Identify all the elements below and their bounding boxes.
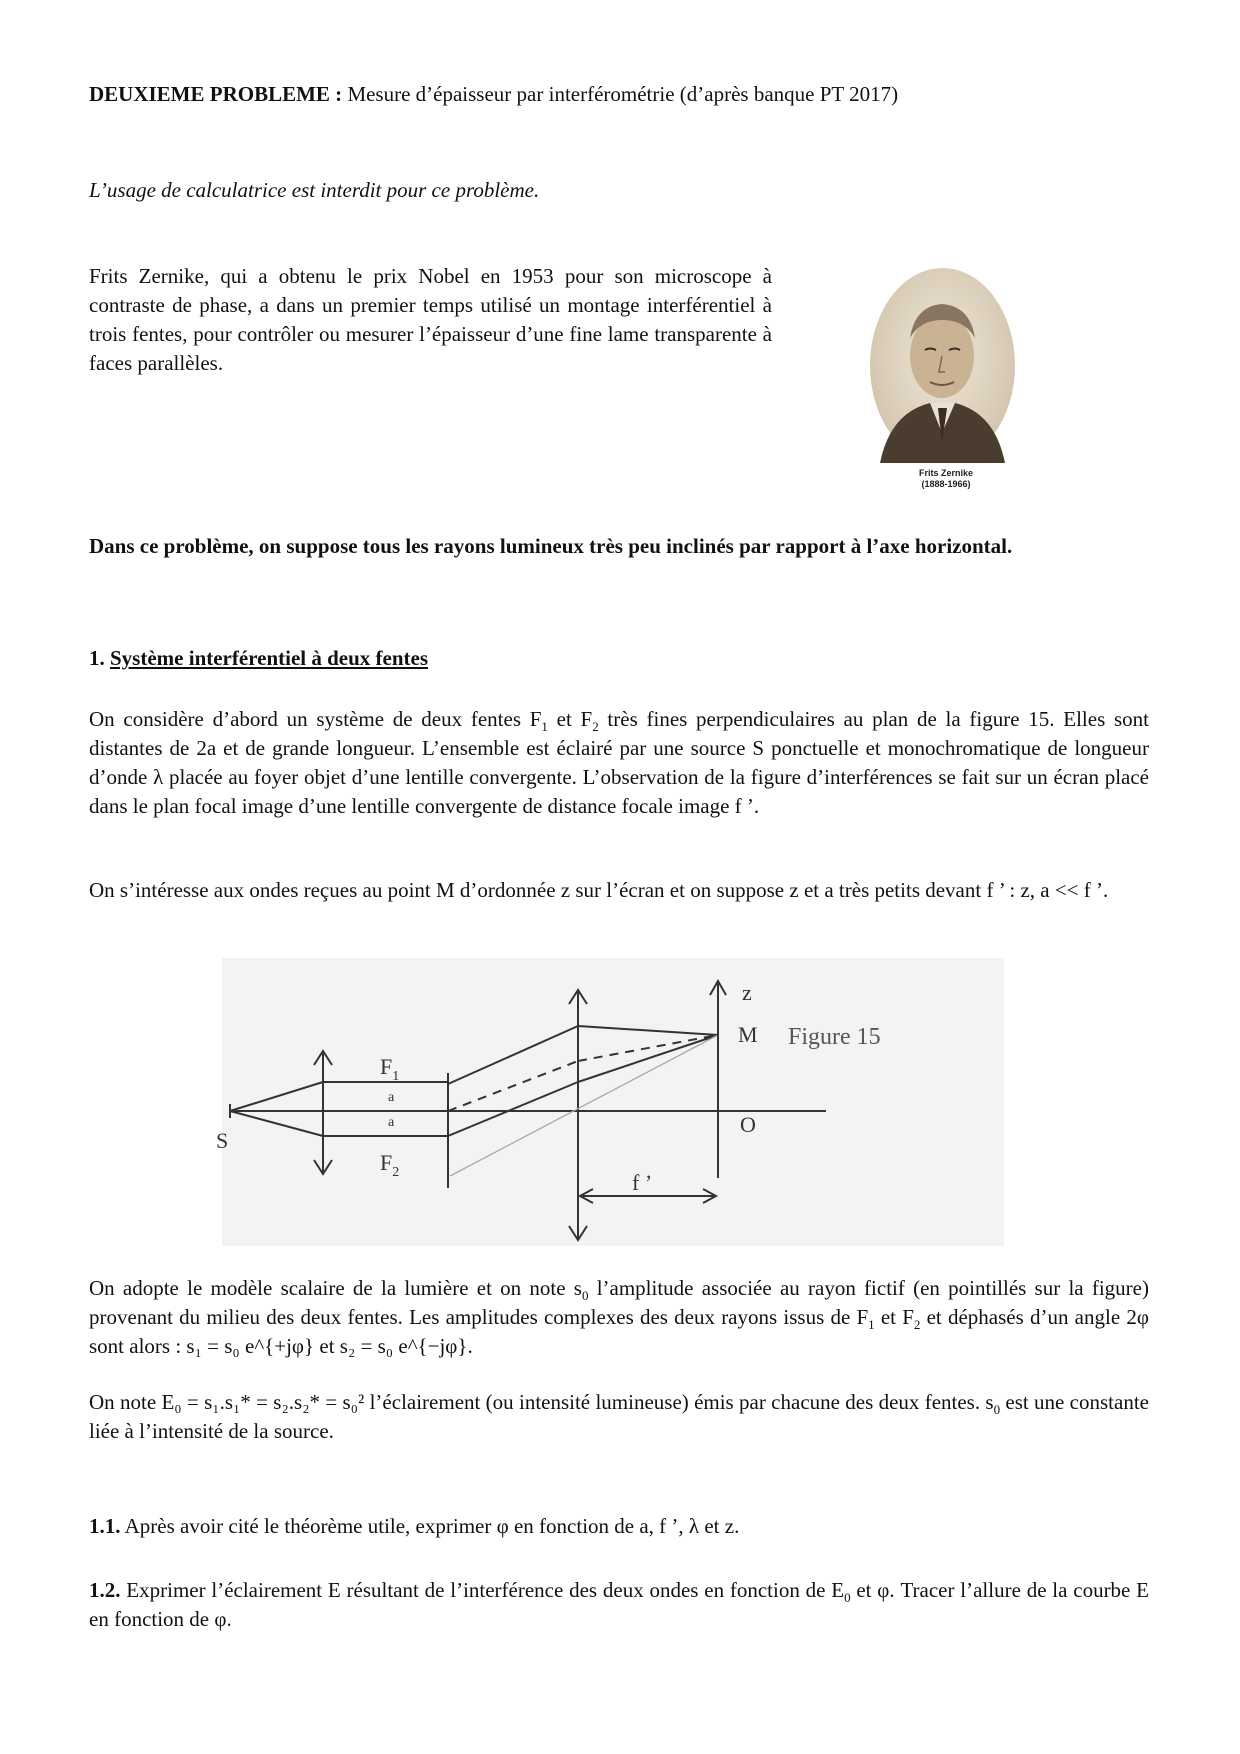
p1-part-c: très fines perpendiculaires au plan de la figure 15. Elles sont distantes de 2a et de grande longueur. L’ensemble est éclairé par une source S ponctuelle et monochromatique de longueur d’onde λ placée au foyer objet d’une lentille convergente. L’observation de la figure d’interférences se fait sur un écran placé dans le plan focal image d’une lentille convergente de distance focale image f ’. — [89, 707, 1149, 818]
p3-sub2: 2 — [913, 1317, 921, 1333]
portrait-caption-years: (1888-1966) — [921, 479, 971, 489]
label-o: O — [740, 1112, 756, 1137]
figure-caption: Figure 15 — [788, 1024, 881, 1050]
portrait-caption — [862, 468, 1030, 490]
section-1-paragraph-3 — [89, 1274, 1149, 1361]
label-s: S — [216, 1128, 229, 1153]
label-z: z — [742, 980, 752, 1005]
question-1-1 — [89, 1512, 1149, 1541]
ray-f1-to-m — [578, 1026, 718, 1035]
p3-end: . — [467, 1334, 473, 1358]
ray-fictive-to-m — [578, 1035, 718, 1061]
portrait-image — [870, 268, 1015, 463]
ray-fictive — [448, 1061, 578, 1111]
p3-sub0: 0 — [581, 1288, 589, 1304]
label-a-top: a — [388, 1090, 395, 1105]
label-focal: f ’ — [632, 1170, 653, 1195]
question-1-2-part-a: Exprimer l’éclairement E résultant de l’interférence des deux ondes en fonction de E — [120, 1578, 845, 1602]
p4-part-a: On note — [89, 1390, 162, 1414]
figure-15-diagram — [216, 958, 1004, 1246]
p1-sub1: 1 — [541, 719, 548, 735]
hypothesis-paragraph: Dans ce problème, on suppose tous les rayons lumineux très peu inclinés par rapport à l’axe horizontal. — [89, 534, 1013, 558]
equation-e0: E₀ = s₁.s₁* = s₂.s₂* = s₀² — [161, 1390, 365, 1414]
title-bold: DEUXIEME PROBLEME : — [89, 82, 343, 106]
ray-f2 — [448, 1082, 578, 1136]
p4-part-b: l’éclairement (ou intensité lumineuse) émis par chacune des deux fentes. s — [364, 1390, 994, 1414]
ray-s-top — [230, 1082, 323, 1111]
question-1-2-part-b: et φ. Tracer l’allure de la courbe E en fonction de φ. — [89, 1578, 1149, 1631]
ray-s-bottom — [230, 1111, 323, 1136]
section-1-heading — [89, 644, 428, 673]
calculator-notice: L’usage de calculatrice est interdit pour ce problème. — [89, 178, 540, 202]
section-1-number: 1. — [89, 646, 110, 670]
title-rest: Mesure d’épaisseur par interférométrie (d’après banque PT 2017) — [342, 82, 899, 106]
section-1-paragraph-2: On s’intéresse aux ondes reçues au point M d’ordonnée z sur l’écran et on suppose z et a très petits devant f ’ : z, a << f ’. — [89, 878, 1109, 902]
equation-s1: s₁ = s₀ e^{+jφ} — [186, 1334, 315, 1358]
section-1-paragraph-4 — [89, 1388, 1149, 1446]
label-m: M — [738, 1022, 758, 1047]
p3-mid: et — [314, 1334, 340, 1358]
section-1-title: Système interférentiel à deux fentes — [110, 646, 429, 670]
p3-sub1: 1 — [868, 1317, 875, 1333]
figure-15 — [216, 958, 1004, 1246]
p3-part-d: et déphasés d’un angle 2φ sont alors : — [89, 1305, 1149, 1358]
p4-sub0: 0 — [993, 1402, 1001, 1418]
question-1-1-number: 1.1. — [89, 1514, 121, 1538]
p3-part-b: l’amplitude associée au rayon fictif (en pointillés sur la figure) provenant du milieu des deux fentes. Les amplitudes complexes des deux rayons issus de F — [89, 1276, 1149, 1329]
ray-f2-to-m — [578, 1035, 718, 1082]
question-1-2-number: 1.2. — [89, 1578, 121, 1602]
problem-title — [89, 80, 1149, 109]
question-1-1-text: Après avoir cité le théorème utile, exprimer φ en fonction de a, f ’, λ et z. — [120, 1514, 740, 1538]
question-1-2-sub0: 0 — [844, 1590, 851, 1606]
section-1-paragraph-1 — [89, 705, 1149, 821]
p1-part-b: et F — [547, 707, 593, 731]
portrait-zernike — [862, 268, 1030, 498]
p4-part-c: est une constante liée à l’intensité de la source. — [89, 1390, 1149, 1443]
portrait-drawing — [870, 268, 1015, 463]
p3-part-c: et F — [874, 1305, 914, 1329]
p1-sub2: 2 — [592, 719, 599, 735]
ray-f1 — [448, 1026, 578, 1084]
portrait-caption-name: Frits Zernike — [918, 468, 974, 478]
equation-s2: s₂ = s₀ e^{−jφ} — [339, 1334, 468, 1358]
intro-paragraph: Frits Zernike, qui a obtenu le prix Nobel en 1953 pour son microscope à contraste de phase, a dans un premier temps utilisé un montage interférentiel à trois fentes, pour contrôler ou mesurer l’épaisseur d’une fine lame transparente à faces parallèles. — [89, 264, 772, 375]
label-a-bottom: a — [388, 1115, 395, 1130]
p1-part-a: On considère d’abord un système de deux fentes F — [89, 707, 542, 731]
auxiliary-line — [450, 1035, 718, 1176]
label-f2: $F_2$ — [380, 1150, 400, 1180]
p3-part-a: On adopte le modèle scalaire de la lumière et on note s — [89, 1276, 582, 1300]
question-1-2 — [89, 1576, 1149, 1634]
label-f1: $F_1$ — [380, 1054, 400, 1084]
